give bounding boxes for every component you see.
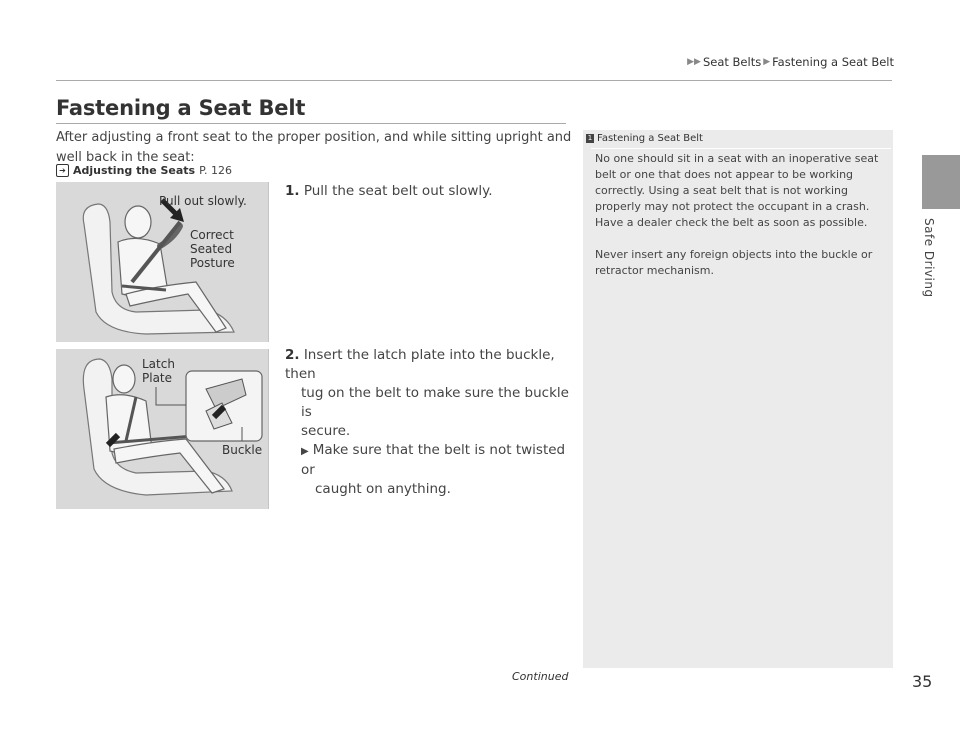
step-substep: ▶ Make sure that the belt is not twisted or [301, 442, 566, 478]
figure-pull-belt [56, 182, 269, 342]
intro-text: After adjusting a front seat to the proper position, and while sitting upright and well back in the seat: [56, 130, 572, 165]
note-divider [591, 148, 891, 149]
label-buckle: Buckle [222, 443, 263, 457]
continued-label: Continued [512, 670, 569, 683]
step-2 [285, 346, 570, 499]
note-title: 1 Fastening a Seat Belt [587, 133, 703, 144]
step-text-line: Insert the latch plate into the buckle, then [285, 347, 555, 382]
step-number: 2. [285, 347, 300, 363]
breadcrumb-item-seat-belts[interactable]: Seat Belts [702, 55, 762, 69]
breadcrumb-arrow-icon: ▶ [763, 57, 771, 67]
note-body [595, 151, 885, 295]
breadcrumb-item-fastening[interactable]: Fastening a Seat Belt [772, 55, 894, 69]
breadcrumb-arrow-icon: ▶▶ [687, 57, 701, 67]
substep-arrow-icon: ▶ [301, 446, 309, 457]
label-latch-plate: Latch Plate [142, 357, 175, 385]
reference-arrow-icon: ➔ [56, 164, 69, 177]
page-title: Fastening a Seat Belt [56, 96, 306, 120]
page-number: 35 [912, 672, 933, 691]
step-text-line: tug on the belt to make sure the buckle is [301, 385, 569, 420]
step-text: Pull the seat belt out slowly. [303, 183, 493, 199]
step-substep-line: caught on anything. [315, 481, 451, 497]
title-divider [56, 123, 566, 124]
note-paragraph: No one should sit in a seat with an inoperative seat belt or one that does not appear to be working correctly. Using a seat belt that is not working properly may not protect the occupant in a crash. Have a dealer check the belt as soon as possible. [595, 152, 879, 229]
label-correct-posture: Correct Seated Posture [190, 228, 235, 270]
breadcrumb [687, 55, 894, 69]
note-paragraph: Never insert any foreign objects into the buckle or retractor mechanism. [595, 248, 873, 277]
cross-reference-page: P. 126 [199, 164, 233, 177]
section-tab[interactable] [922, 155, 960, 209]
note-panel [583, 130, 893, 668]
label-pull-out-slowly: Pull out slowly. [159, 194, 247, 208]
step-number: 1. [285, 183, 300, 199]
cross-reference-label: Adjusting the Seats [73, 164, 196, 177]
step-1 [285, 182, 570, 201]
section-label: Safe Driving [922, 218, 936, 298]
note-marker-icon: 1 [587, 134, 593, 142]
figure-insert-latch [56, 349, 269, 509]
step-text-line: secure. [301, 423, 351, 439]
header-divider [56, 80, 892, 81]
cross-reference-link[interactable] [56, 164, 232, 177]
